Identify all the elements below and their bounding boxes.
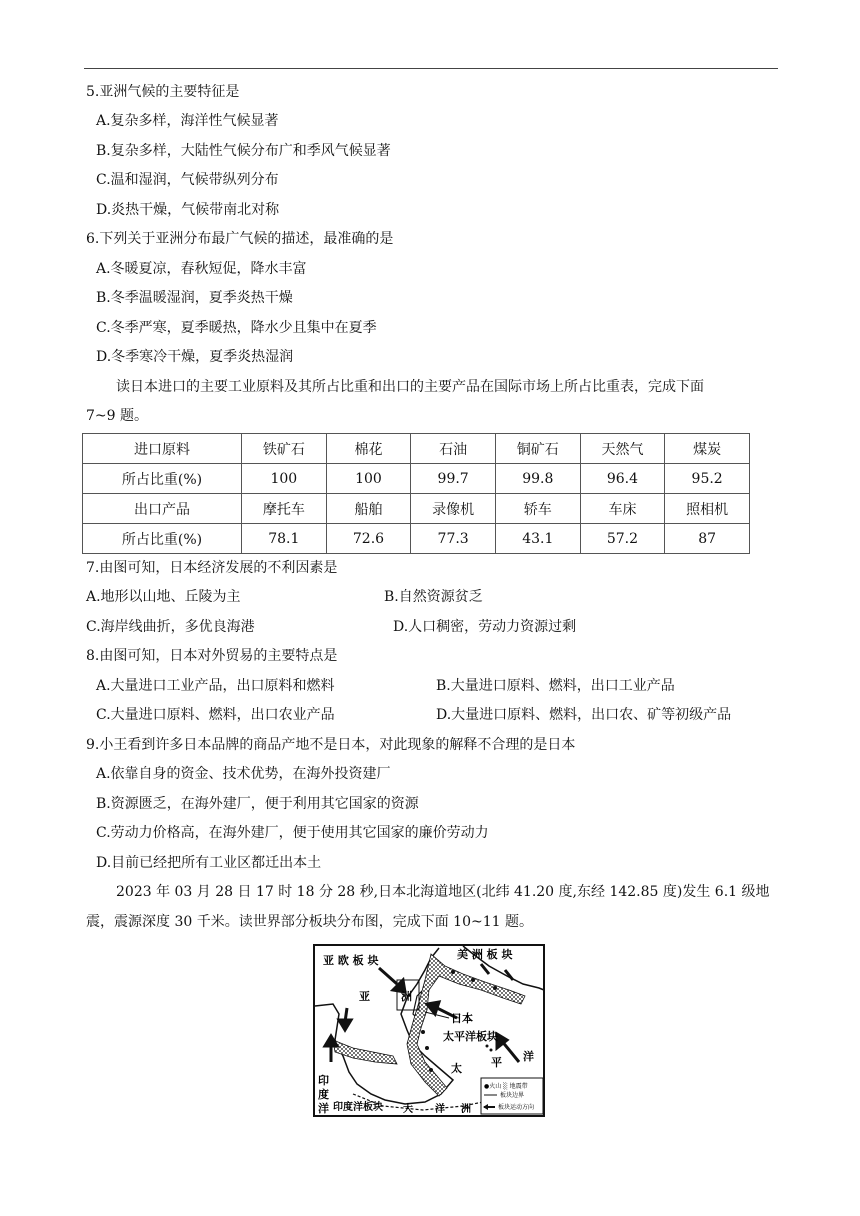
q5-option-d: D.炎热干燥，气候带南北对称 xyxy=(96,202,280,218)
volcano-dot xyxy=(486,1045,489,1048)
q9-option-d: D.目前已经把所有工业区都迁出本土 xyxy=(96,855,322,871)
table-cell: 96.4 xyxy=(580,464,665,494)
volcano-dot xyxy=(493,986,497,990)
intro-10-11-line1: 2023 年 03 月 28 日 17 时 18 分 28 秒,日本北海道地区(北纬 41.20 度,东经 142.85 度)发生 6.1 级地 xyxy=(116,884,770,900)
q8-option-c: C.大量进口原料、燃料，出口农业产品 xyxy=(96,707,335,723)
table-cell: 照相机 xyxy=(665,494,750,524)
legend-boundary: 板块边界 xyxy=(500,1092,525,1099)
table-cell: 87 xyxy=(665,524,750,554)
table-cell: 船舶 xyxy=(326,494,411,524)
table-cell: 摩托车 xyxy=(242,494,327,524)
table-row xyxy=(83,434,750,464)
label-pacific-plate: 太平洋板块 xyxy=(443,1030,498,1043)
q6-option-a: A.冬暖夏凉，春秋短促，降水丰富 xyxy=(96,261,307,277)
label-indian-ocean-1: 印 xyxy=(318,1074,329,1087)
table-cell: 出口产品 xyxy=(83,494,242,524)
q8-option-a: A.大量进口工业产品，出口原料和燃料 xyxy=(96,678,335,694)
q6-stem: 6.下列关于亚洲分布最广气候的描述，最准确的是 xyxy=(86,231,394,247)
plate-map-svg xyxy=(313,944,545,1117)
table-cell: 棉花 xyxy=(326,434,411,464)
q7-option-a: A.地形以山地、丘陵为主 xyxy=(86,589,241,605)
volcano-dot xyxy=(425,1046,429,1050)
q8-option-b: B.大量进口原料、燃料，出口工业产品 xyxy=(436,678,675,694)
label-asia-2: 洲 xyxy=(401,990,412,1003)
table-cell: 100 xyxy=(242,464,327,494)
label-asia-1: 亚 xyxy=(359,990,370,1003)
label-indian-ocean-2: 度 xyxy=(318,1088,329,1101)
table-cell: 99.8 xyxy=(495,464,580,494)
table-cell: 天然气 xyxy=(580,434,665,464)
label-eurasian-plate: 亚 欧 板 块 xyxy=(323,954,379,967)
legend-volcano-quake: ●火山 ░ 地震带 xyxy=(484,1083,528,1090)
label-indian-plate: 印度洋板块 xyxy=(333,1102,383,1113)
table-cell: 72.6 xyxy=(326,524,411,554)
q7-option-c: C.海岸线曲折，多优良海港 xyxy=(86,619,255,635)
table-cell: 99.7 xyxy=(411,464,496,494)
table-row xyxy=(83,494,750,524)
label-indian-ocean-3: 洋 xyxy=(318,1102,329,1115)
intro-7-9-line2: 7~9 题。 xyxy=(86,408,148,424)
label-oceania-3: 洲 xyxy=(461,1104,471,1115)
q5-option-b: B.复杂多样，大陆性气候分布广和季风气候显著 xyxy=(96,143,391,159)
volcano-dot xyxy=(471,978,475,982)
label-pacific-3: 洋 xyxy=(523,1050,534,1063)
label-japan: 日本 xyxy=(451,1012,473,1025)
table-row xyxy=(83,524,750,554)
q9-option-c: C.劳动力价格高，在海外建厂，便于使用其它国家的廉价劳动力 xyxy=(96,825,489,841)
table-cell: 57.2 xyxy=(580,524,665,554)
table-cell: 43.1 xyxy=(495,524,580,554)
table-cell: 轿车 xyxy=(495,494,580,524)
q7-option-d: D.人口稠密，劳动力资源过剩 xyxy=(393,619,577,635)
q6-option-b: B.冬季温暖湿润，夏季炎热干燥 xyxy=(96,290,293,306)
table-cell: 铁矿石 xyxy=(242,434,327,464)
q9-option-a: A.依靠自身的资金、技术优势，在海外投资建厂 xyxy=(96,766,391,782)
table-cell: 录像机 xyxy=(411,494,496,524)
table-cell: 77.3 xyxy=(411,524,496,554)
q5-option-c: C.温和湿润，气候带纵列分布 xyxy=(96,172,279,188)
table-cell: 100 xyxy=(326,464,411,494)
q9-option-b: B.资源匮乏，在海外建厂，便于利用其它国家的资源 xyxy=(96,796,419,812)
table-cell: 煤炭 xyxy=(665,434,750,464)
top-rule xyxy=(84,68,778,69)
label-american-plate: 美 洲 板 块 xyxy=(457,948,513,961)
label-oceania-2: 洋 xyxy=(435,1104,445,1115)
table-cell: 78.1 xyxy=(242,524,327,554)
q7-stem: 7.由图可知，日本经济发展的不利因素是 xyxy=(86,560,338,576)
q5-option-a: A.复杂多样，海洋性气候显著 xyxy=(96,113,279,129)
q9-stem: 9.小王看到许多日本品牌的商品产地不是日本，对此现象的解释不合理的是日本 xyxy=(86,737,576,753)
q7-option-b: B.自然资源贫乏 xyxy=(384,589,483,605)
intro-7-9-line1: 读日本进口的主要工业原料及其所占比重和出口的主要产品在国际市场上所占比重表，完成下面 xyxy=(116,379,704,395)
q5-stem: 5.亚洲气候的主要特征是 xyxy=(86,84,240,100)
table-row xyxy=(83,464,750,494)
map-legend xyxy=(481,1078,543,1114)
table-cell: 所占比重(%) xyxy=(83,464,242,494)
legend-motion: 板块运动方向 xyxy=(498,1104,535,1111)
label-oceania-1: 大 xyxy=(403,1104,413,1115)
trade-table xyxy=(82,433,750,554)
table-cell: 铜矿石 xyxy=(495,434,580,464)
q6-option-d: D.冬季寒冷干燥，夏季炎热湿润 xyxy=(96,349,294,365)
q8-stem: 8.由图可知，日本对外贸易的主要特点是 xyxy=(86,648,338,664)
table-cell: 进口原料 xyxy=(83,434,242,464)
table-cell: 车床 xyxy=(580,494,665,524)
label-pacific-2: 平 xyxy=(491,1056,502,1069)
volcano-dot xyxy=(429,1068,433,1072)
q6-option-c: C.冬季严寒，夏季暖热，降水少且集中在夏季 xyxy=(96,320,377,336)
volcano-dot xyxy=(421,1030,425,1034)
table-cell: 石油 xyxy=(411,434,496,464)
table-cell: 95.2 xyxy=(665,464,750,494)
volcano-dot xyxy=(490,1049,493,1052)
q8-option-d: D.大量进口原料、燃料，出口农、矿等初级产品 xyxy=(436,707,732,723)
volcano-dot xyxy=(451,970,455,974)
intro-10-11-line2: 震，震源深度 30 千米。读世界部分板块分布图，完成下面 10~11 题。 xyxy=(86,914,533,930)
label-pacific-1: 太 xyxy=(451,1062,462,1075)
plate-map xyxy=(313,944,545,1117)
table-cell: 所占比重(%) xyxy=(83,524,242,554)
